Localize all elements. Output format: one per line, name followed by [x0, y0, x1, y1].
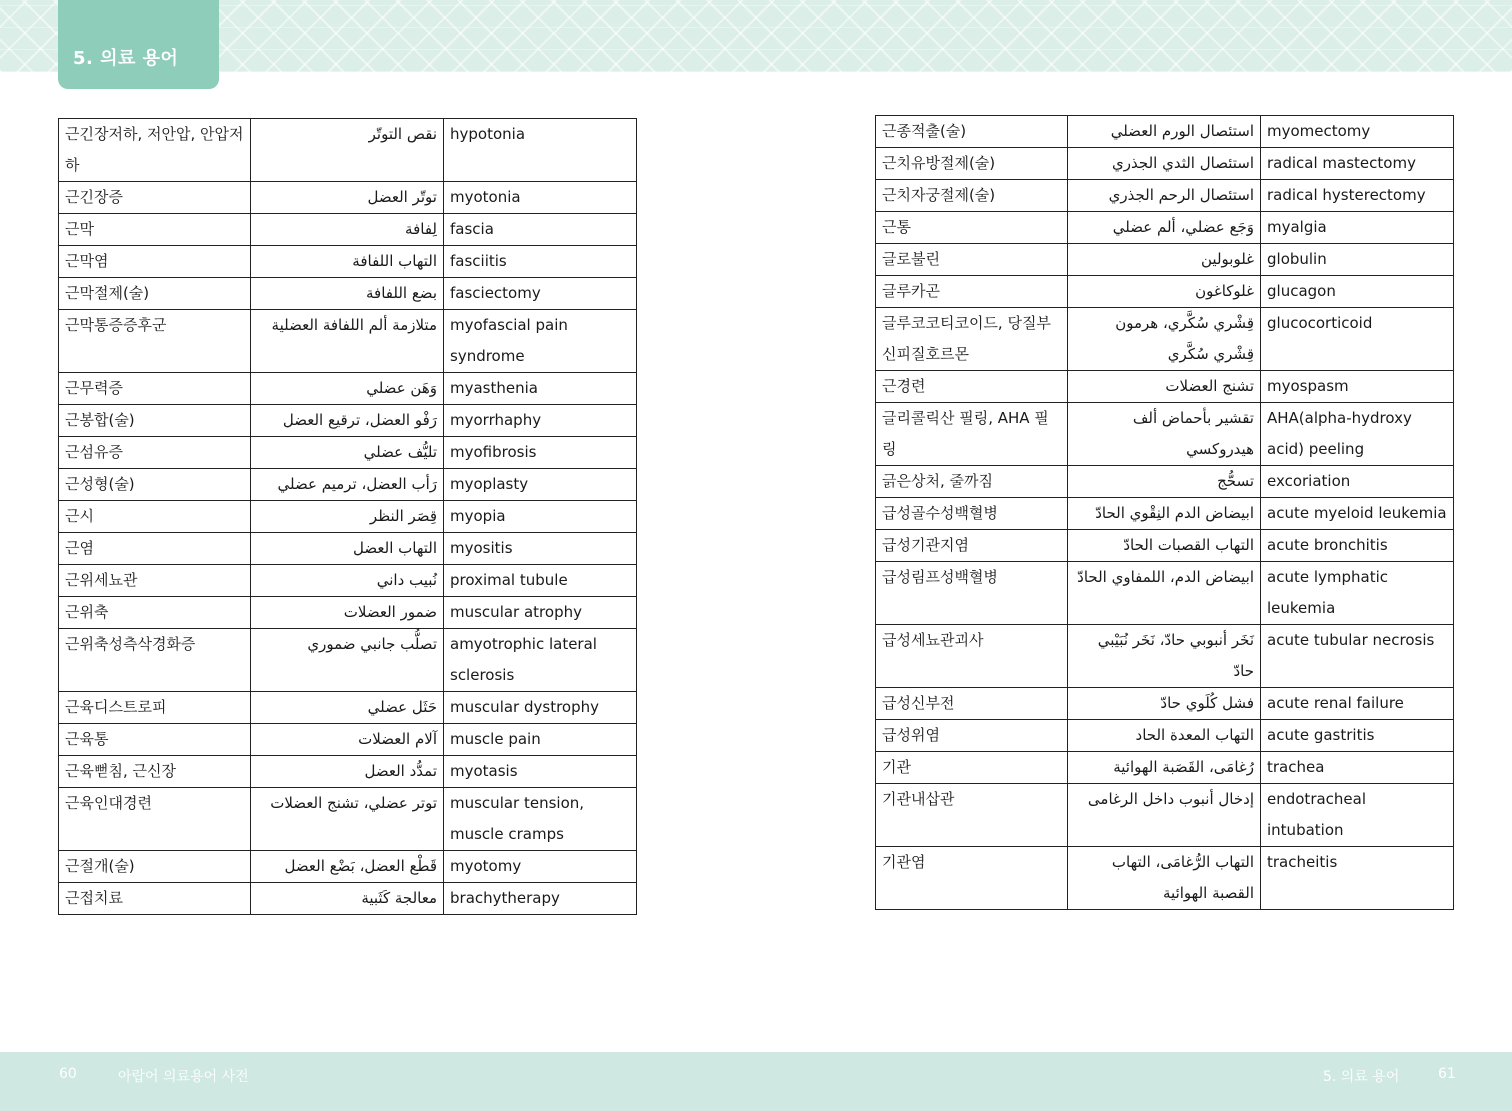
korean-term: 급성위염 [876, 720, 1068, 752]
english-term: hypotonia [444, 119, 637, 182]
arabic-term: تليُّف عضلي [251, 437, 444, 469]
table-row [59, 692, 637, 724]
korean-term: 근섬유증 [59, 437, 251, 469]
english-term: myositis [444, 533, 637, 565]
arabic-term: استئصال الرحم الجذري [1068, 180, 1261, 212]
korean-term: 근시 [59, 501, 251, 533]
table-row [59, 214, 637, 246]
korean-term: 근육인대경련 [59, 788, 251, 851]
arabic-term: تصلُّب جانبي ضموري [251, 629, 444, 692]
english-term: glucagon [1261, 276, 1454, 308]
korean-term: 근치자궁절제(술) [876, 180, 1068, 212]
english-term: acute myeloid leukemia [1261, 498, 1454, 530]
english-term: acute bronchitis [1261, 530, 1454, 562]
table-row [59, 788, 637, 851]
arabic-term: استئصال الورم العضلي [1068, 116, 1261, 148]
english-term: myofascial pain syndrome [444, 310, 637, 373]
english-term: excoriation [1261, 466, 1454, 498]
arabic-term: التهاب العضل [251, 533, 444, 565]
arabic-term: نَخَر أنبوبي حادّ، نَخَر نُبَيْبي حادّ [1068, 625, 1261, 688]
english-term: myasthenia [444, 373, 637, 405]
english-term: myalgia [1261, 212, 1454, 244]
korean-term: 근절개(술) [59, 851, 251, 883]
table-row [59, 597, 637, 629]
table-row [59, 533, 637, 565]
korean-term: 긁은상처, 줄까짐 [876, 466, 1068, 498]
korean-term: 급성기관지염 [876, 530, 1068, 562]
korean-term: 기관내삽관 [876, 784, 1068, 847]
english-term: acute tubular necrosis [1261, 625, 1454, 688]
korean-term: 근막 [59, 214, 251, 246]
arabic-term: تمدُّد العضل [251, 756, 444, 788]
arabic-term: توتر عضلي، تشنج العضلات [251, 788, 444, 851]
arabic-term: التهاب القصبات الحادّ [1068, 530, 1261, 562]
english-term: proximal tubule [444, 565, 637, 597]
arabic-term: استئصال الثدي الجذري [1068, 148, 1261, 180]
arabic-term: تسحُّج [1068, 466, 1261, 498]
table-row [59, 119, 637, 182]
english-term: trachea [1261, 752, 1454, 784]
table-row [876, 784, 1454, 847]
korean-term: 근종적출(술) [876, 116, 1068, 148]
table-row [876, 371, 1454, 403]
table-row [59, 756, 637, 788]
english-term: myotonia [444, 182, 637, 214]
table-row [876, 244, 1454, 276]
arabic-term: متلازمة ألم اللفافة العضلية [251, 310, 444, 373]
english-term: myorrhaphy [444, 405, 637, 437]
english-term: myotasis [444, 756, 637, 788]
korean-term: 글로불린 [876, 244, 1068, 276]
english-term: fasciitis [444, 246, 637, 278]
english-term: tracheitis [1261, 847, 1454, 910]
korean-term: 급성신부전 [876, 688, 1068, 720]
english-term: fasciectomy [444, 278, 637, 310]
english-term: fascia [444, 214, 637, 246]
arabic-term: ابيضاض الدم النِقْوي الحادّ [1068, 498, 1261, 530]
arabic-term: تقشير بأحماض ألف هيدروكسي [1068, 403, 1261, 466]
arabic-term: وَجَع عضلي، ألم عضلي [1068, 212, 1261, 244]
english-term: glucocorticoid [1261, 308, 1454, 371]
table-row [876, 403, 1454, 466]
table-row [59, 310, 637, 373]
korean-term: 근막통증증후군 [59, 310, 251, 373]
korean-term: 근경련 [876, 371, 1068, 403]
table-row [59, 883, 637, 915]
table-row [876, 212, 1454, 244]
arabic-term: رُغامَى، القَصَبة الهوائية [1068, 752, 1261, 784]
english-term: myopia [444, 501, 637, 533]
table-row [59, 405, 637, 437]
korean-term: 근통 [876, 212, 1068, 244]
arabic-term: آلام العضلات [251, 724, 444, 756]
arabic-term: التهاب اللفافة [251, 246, 444, 278]
table-row [876, 276, 1454, 308]
left-page-number: 60 [59, 1066, 77, 1082]
arabic-term: تشنج العضلات [1068, 371, 1261, 403]
arabic-term: غلوبولين [1068, 244, 1261, 276]
table-row [876, 720, 1454, 752]
korean-term: 근긴장저하, 저안압, 안압저하 [59, 119, 251, 182]
english-term: myospasm [1261, 371, 1454, 403]
english-term: AHA(alpha-hydroxy acid) peeling [1261, 403, 1454, 466]
english-term: myofibrosis [444, 437, 637, 469]
korean-term: 근접치료 [59, 883, 251, 915]
arabic-term: حَثَل عضلي [251, 692, 444, 724]
arabic-term: وَهَن عضلي [251, 373, 444, 405]
english-term: globulin [1261, 244, 1454, 276]
korean-term: 근위축 [59, 597, 251, 629]
table-row [876, 625, 1454, 688]
english-term: muscular tension, muscle cramps [444, 788, 637, 851]
korean-term: 근육뻗침, 근신장 [59, 756, 251, 788]
english-term: muscle pain [444, 724, 637, 756]
right-chapter-label: 5. 의료 용어 [1323, 1069, 1400, 1085]
arabic-term: رَأب العضل، ترميم عضلي [251, 469, 444, 501]
korean-term: 근긴장증 [59, 182, 251, 214]
english-term: myoplasty [444, 469, 637, 501]
chapter-title: 5. 의료 용어 [73, 48, 179, 69]
table-row [876, 847, 1454, 910]
page-footer [0, 1052, 1512, 1111]
english-term: acute lymphatic leukemia [1261, 562, 1454, 625]
table-row [876, 752, 1454, 784]
table-row [59, 565, 637, 597]
table-row [59, 278, 637, 310]
table-row [876, 530, 1454, 562]
arabic-term: معالجة كَثَبية [251, 883, 444, 915]
arabic-term: ضمور العضلات [251, 597, 444, 629]
chapter-tab [58, 0, 219, 89]
arabic-term: قِصَر النظر [251, 501, 444, 533]
arabic-term: غلوكاغون [1068, 276, 1261, 308]
table-row [876, 148, 1454, 180]
english-term: brachytherapy [444, 883, 637, 915]
arabic-term: التهاب المعدة الحاد [1068, 720, 1261, 752]
korean-term: 급성골수성백혈병 [876, 498, 1068, 530]
arabic-term: التهاب الرُّغامَى، التهاب القصبة الهوائية [1068, 847, 1261, 910]
arabic-term: فشل كُلَوي حادّ [1068, 688, 1261, 720]
term-table-right [875, 115, 1454, 910]
table-row [876, 688, 1454, 720]
table-row [59, 246, 637, 278]
korean-term: 글루코코티코이드, 당질부신피질호르몬 [876, 308, 1068, 371]
table-row [59, 469, 637, 501]
korean-term: 급성세뇨관괴사 [876, 625, 1068, 688]
table-row [59, 437, 637, 469]
korean-term: 근막염 [59, 246, 251, 278]
korean-term: 급성림프성백혈병 [876, 562, 1068, 625]
korean-term: 기관염 [876, 847, 1068, 910]
korean-term: 근염 [59, 533, 251, 565]
table-row [876, 466, 1454, 498]
arabic-term: ابيضاض الدم، اللمفاوي الحادّ [1068, 562, 1261, 625]
table-row [59, 182, 637, 214]
korean-term: 근성형(술) [59, 469, 251, 501]
korean-term: 근위축성측삭경화증 [59, 629, 251, 692]
arabic-term: إدخال أنبوب داخل الرغامى [1068, 784, 1261, 847]
arabic-term: نُبيب داني [251, 565, 444, 597]
korean-term: 근봉합(술) [59, 405, 251, 437]
korean-term: 근위세뇨관 [59, 565, 251, 597]
korean-term: 글리콜릭산 필링, AHA 필링 [876, 403, 1068, 466]
korean-term: 근치유방절제(술) [876, 148, 1068, 180]
right-page-number: 61 [1438, 1066, 1456, 1082]
table-row [59, 373, 637, 405]
table-row [876, 308, 1454, 371]
table-row [876, 116, 1454, 148]
table-row [59, 724, 637, 756]
korean-term: 근무력증 [59, 373, 251, 405]
english-term: radical mastectomy [1261, 148, 1454, 180]
arabic-term: توتّر العضل [251, 182, 444, 214]
term-table-left [58, 118, 637, 915]
korean-term: 기관 [876, 752, 1068, 784]
english-term: acute gastritis [1261, 720, 1454, 752]
english-term: radical hysterectomy [1261, 180, 1454, 212]
header-pattern-band [0, 0, 1512, 72]
table-row [876, 180, 1454, 212]
english-term: myotomy [444, 851, 637, 883]
arabic-term: قَطْع العضل، بَضْع العضل [251, 851, 444, 883]
english-term: muscular dystrophy [444, 692, 637, 724]
table-row [876, 498, 1454, 530]
arabic-term: رَفْو العضل، ترقيع العضل [251, 405, 444, 437]
arabic-term: لِفافة [251, 214, 444, 246]
arabic-term: بضع اللفافة [251, 278, 444, 310]
korean-term: 근육통 [59, 724, 251, 756]
table-row [59, 501, 637, 533]
korean-term: 근육디스트로피 [59, 692, 251, 724]
table-row [59, 629, 637, 692]
english-term: amyotrophic lateral sclerosis [444, 629, 637, 692]
english-term: acute renal failure [1261, 688, 1454, 720]
table-row [59, 851, 637, 883]
korean-term: 근막절제(술) [59, 278, 251, 310]
english-term: muscular atrophy [444, 597, 637, 629]
book-title: 아랍어 의료용어 사전 [118, 1069, 249, 1085]
korean-term: 글루카곤 [876, 276, 1068, 308]
english-term: myomectomy [1261, 116, 1454, 148]
arabic-term: نقص التوتّر [251, 119, 444, 182]
english-term: endotracheal intubation [1261, 784, 1454, 847]
arabic-term: قِشْري سُكَّري، هرمون قِشْري سُكَّري [1068, 308, 1261, 371]
table-row [876, 562, 1454, 625]
